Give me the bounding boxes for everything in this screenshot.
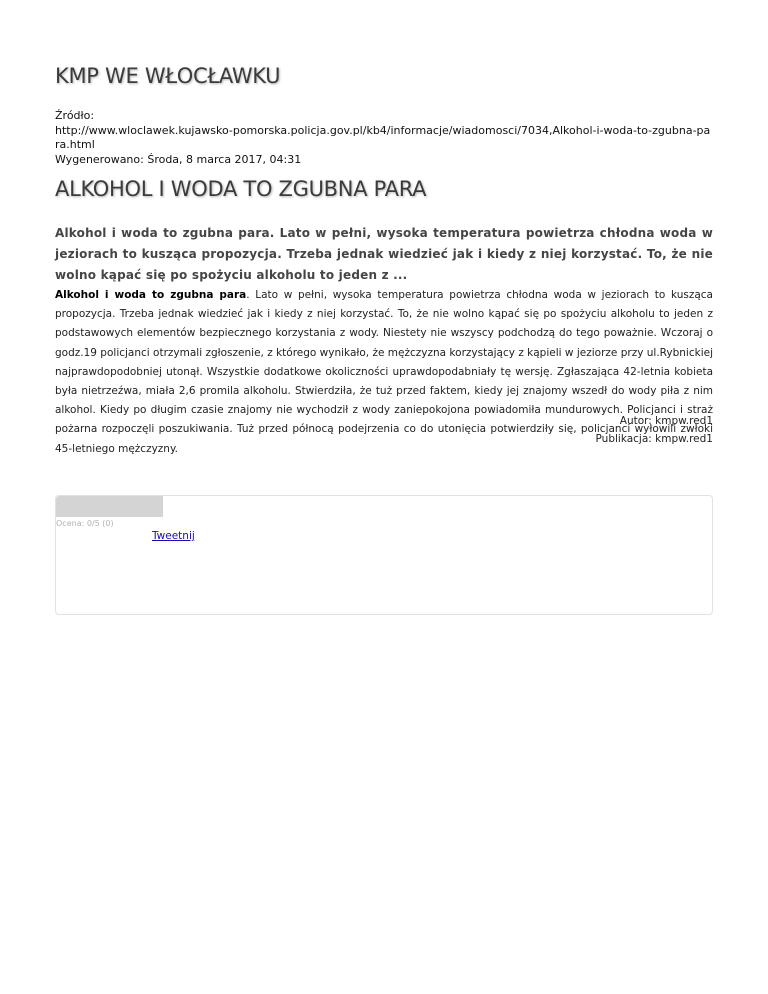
article-body-text: . Lato w pełni, wysoka temperatura powietrza chłodna woda w jeziorach to kusząca propozycja. Trzeba jednak wiedzieć jak i kiedy z niej korzystać. To, że nie wolno kąpać się po spożyciu alkoholu to jeden z podstawowych elementów bezpiecznego korzystania z wody. Niestety nie wszyscy podchodzą do tego poważnie. Wczoraj o godz.19 policjanci otrzymali zgłoszenie, z którego wynikało, że mężczyzna korzystający z kąpieli w jeziorze przy ul.Rybnickiej najprawdopodobniej utonął. Wszystkie dodatkowe okoliczności uprawdopodabniały tę wersję. Zgłaszająca 42-letnia kobieta była nietrzeźwa, miała 2,6 promila alkoholu. Stwierdziła, że tuż przed faktem, kiedy jej znajomy wszedł do wody piła z nim alkohol. Kiedy po długim czasie znajomy nie wychodził z wody zaniepokojona powiadomiła mundurowych. Policjanci i straż pożarna rozpoczęli poszukiwania. Tuż przed północą podejrzenia co do utonięcia potwierdziły się, policjanci wyłowili zwłoki 45-letniego mężczyzny.: [55, 289, 713, 455]
article-lead: Alkohol i woda to zgubna para. Lato w pełni, wysoka temperatura powietrza chłodna woda w jeziorach to kusząca propozycja. Trzeba jednak wiedzieć jak i kiedy z niej korzystać. To, że nie wolno kąpać się po spożyciu alkoholu to jeden z ...: [55, 226, 713, 282]
rating-text: Ocena: 0/5 (0): [56, 519, 114, 528]
author-line: Autor: kmpw.red1: [619, 415, 713, 427]
article-title: ALKOHOL I WODA TO ZGUBNA PARA: [55, 177, 427, 201]
source-label: Źródło:: [55, 109, 95, 122]
publication-line: Publikacja: kmpw.red1: [595, 433, 713, 445]
rating-stars-bar[interactable]: [56, 496, 163, 517]
site-title: KMP WE WŁOCŁAWKU: [55, 64, 281, 88]
article-body-bold: Alkohol i woda to zgubna para: [55, 289, 247, 301]
tweet-link[interactable]: Tweetnij: [152, 530, 195, 542]
share-box: [55, 495, 713, 615]
source-meta: [55, 109, 713, 167]
source-url: http://www.wloclawek.kujawsko-pomorska.policja.gov.pl/kb4/informacje/wiadomosci/7034,Alkohol-i-woda-to-zgubna-para.html: [55, 123, 711, 151]
article-credits: [596, 412, 713, 448]
generated-date: Wygenerowano: Środa, 8 marca 2017, 04:31: [55, 152, 302, 166]
